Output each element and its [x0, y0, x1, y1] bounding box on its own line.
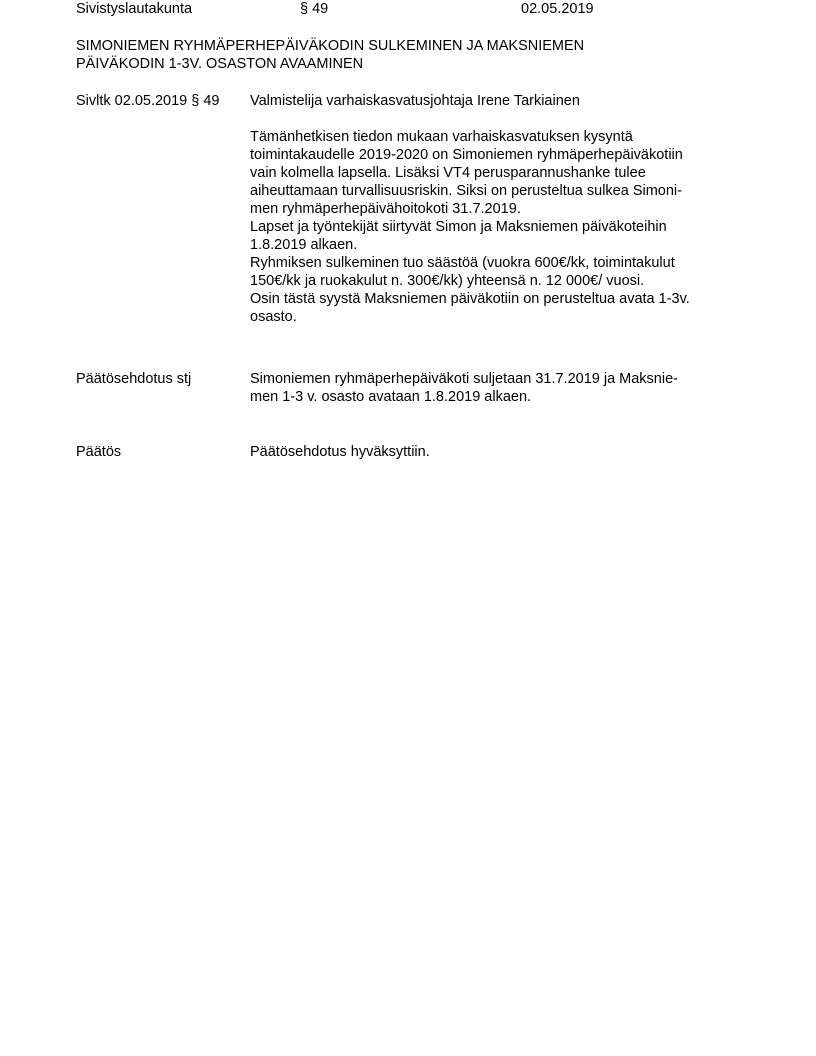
proposal-label: Päätösehdotus stj	[76, 371, 192, 387]
preparer-text: Valmistelija varhaiskasvatusjohtaja Irene Tarkiainen	[250, 93, 580, 109]
body-line: aiheuttamaan turvallisuusriskin. Siksi on perusteltua sulkea Simoni-	[250, 183, 682, 199]
title-line-2: PÄIVÄKODIN 1-3V. OSASTON AVAAMINEN	[76, 56, 364, 72]
body-line: osasto.	[250, 309, 297, 325]
decision-label: Päätös	[76, 444, 122, 460]
body-paragraph	[250, 128, 750, 326]
body-line: 150€/kk ja ruokakulut n. 300€/kk) yhteensä n. 12 000€/ vuosi.	[250, 273, 645, 289]
organization-name: Sivistyslautakunta	[76, 1, 193, 17]
decision-text: Päätösehdotus hyväksyttiin.	[250, 444, 430, 460]
preparation-label: Sivltk 02.05.2019 § 49	[76, 93, 220, 109]
preparer-line	[250, 92, 750, 110]
document-title	[76, 37, 716, 73]
body-line: Lapset ja työntekijät siirtyvät Simon ja Maksniemen päiväkoteihin	[250, 219, 667, 235]
body-line: Osin tästä syystä Maksniemen päiväkotiin on perusteltua avata 1-3v.	[250, 291, 690, 307]
meeting-date: 02.05.2019	[521, 1, 594, 17]
proposal-line: Simoniemen ryhmäperhepäiväkoti suljetaan 31.7.2019 ja Maksnie-	[250, 371, 678, 387]
proposal-text	[250, 370, 750, 406]
section-number: § 49	[300, 1, 329, 17]
body-line: toimintakaudelle 2019-2020 on Simoniemen ryhmäperhepäiväkotiin	[250, 147, 683, 163]
body-line: 1.8.2019 alkaen.	[250, 237, 358, 253]
body-line: men ryhmäperhepäivähoitokoti 31.7.2019.	[250, 201, 521, 217]
proposal-line: men 1-3 v. osasto avataan 1.8.2019 alkaen.	[250, 389, 532, 405]
body-line: Tämänhetkisen tiedon mukaan varhaiskasvatuksen kysyntä	[250, 129, 633, 145]
body-line: Ryhmiksen sulkeminen tuo säästöä (vuokra 600€/kk, toimintakulut	[250, 255, 675, 271]
body-line: vain kolmella lapsella. Lisäksi VT4 perusparannushanke tulee	[250, 165, 646, 181]
title-line-1: SIMONIEMEN RYHMÄPERHEPÄIVÄKODIN SULKEMINEN JA MAKSNIEMEN	[76, 38, 585, 54]
